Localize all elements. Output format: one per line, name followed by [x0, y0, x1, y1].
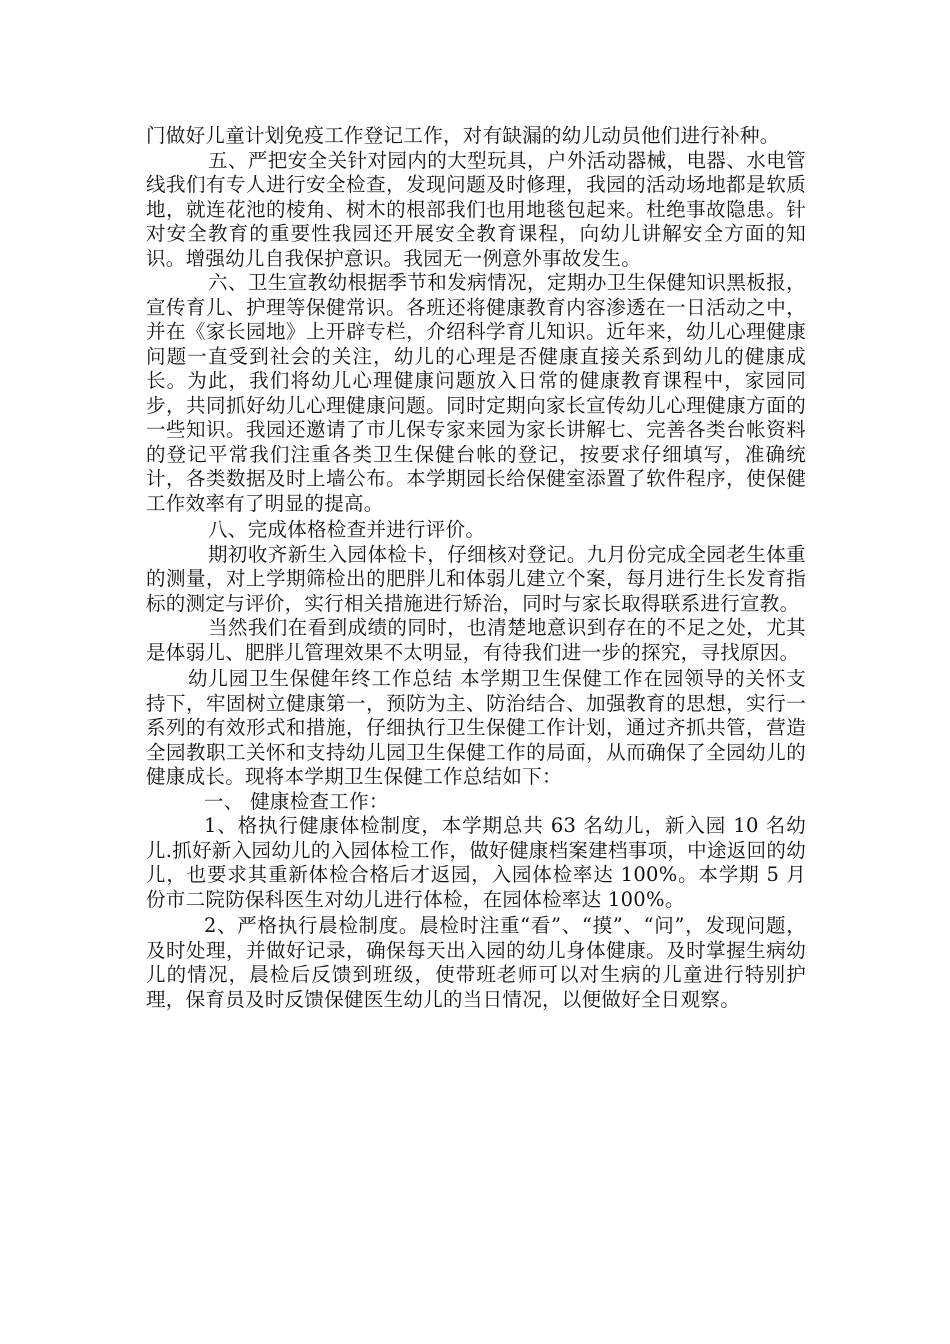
paragraph-6: 当然我们在看到成绩的同时，也清楚地意识到存在的不足之处，尤其是体弱儿、肥胖儿管理效果不太明显，有待我们进一步的探究，寻找原因。	[146, 616, 806, 664]
paragraph-2: 五、严把安全关针对园内的大型玩具，户外活动器械，电器、水电管线我们有专人进行安全检查，发现问题及时修理，我园的活动场地都是软质地，就连花池的棱角、树木的根部我们也用地毯包起来。杜绝事故隐患。针对安全教育的重要性我园还开展安全教育课程，向幼儿讲解安全方面的知识。增强幼儿自我保护意识。我园无一例意外事故发生。	[146, 148, 806, 270]
paragraph-8: 一、 健康检查工作：	[204, 789, 389, 813]
paragraph-1: 门做好儿童计划免疫工作登记工作，对有缺漏的幼儿动员他们进行补种。	[146, 124, 780, 147]
paragraph-3: 六、卫生宣教幼根据季节和发病情况，定期办卫生保健知识黑板报，宣传育儿、护理等保健常识。各班还将健康教育内容渗透在一日活动之中，并在《家长园地》上开辟专栏，介绍科学育儿知识。近年来，幼儿心理健康问题一直受到社会的关注，幼儿的心理是否健康直接关系到幼儿的健康成长。为此，我们将幼儿心理健康问题放入日常的健康教育课程中，家园同步，共同抓好幼儿心理健康问题。同时定期向家长宣传幼儿心理健康方面的一些知识。我园还邀请了市儿保专家来园为家长讲解七、完善各类台帐资料的登记平常我们注重各类卫生保健台帐的登记，按要求仔细填写，准确统计，各类数据及时上墙公布。本学期园长给保健室添置了软件程序，使保健工作效率有了明显的提高。	[146, 271, 806, 515]
paragraph-9: 1、格执行健康体检制度，本学期总共 63 名幼儿，新入园 10 名幼儿.抓好新入园幼儿的入园体检工作，做好健康档案建档事项，中途返回的幼儿，也要求其重新体检合格后才返园，入园体检率达 100%。本学期 5 月份市二院防保科医生对幼儿进行体检，在园体检率达 100%。	[146, 814, 806, 911]
paragraph-4: 八、完成体格检查并进行评价。	[208, 518, 486, 541]
paragraph-10: 2、严格执行晨检制度。晨检时注重“看”、“摸”、“问”，发现问题，及时处理，并做好记录，确保每天出入园的幼儿身体健康。及时掌握生病幼儿的情况，晨检后反馈到班级，使带班老师可以对生病的儿童进行特别护理，保育员及时反馈保健医生幼儿的当日情况，以便做好全日观察。	[146, 914, 806, 1011]
document-body	[146, 124, 806, 1012]
paragraph-5: 期初收齐新生入园体检卡，仔细核对登记。九月份完成全园老生体重的测量，对上学期筛检出的肥胖儿和体弱儿建立个案，每月进行生长发育指标的测定与评价，实行相关措施进行矫治，同时与家长取得联系进行宣教。	[146, 542, 806, 615]
paragraph-7: 幼儿园卫生保健年终工作总结 本学期卫生保健工作在园领导的关怀支持下，牢固树立健康第一，预防为主、防治结合、加强教育的思想，实行一系列的有效形式和措施，仔细执行卫生保健工作计划，通过齐抓共管，营造全园教职工关怀和支持幼儿园卫生保健工作的局面，从而确保了全园幼儿的健康成长。现将本学期卫生保健工作总结如下：	[146, 667, 806, 788]
